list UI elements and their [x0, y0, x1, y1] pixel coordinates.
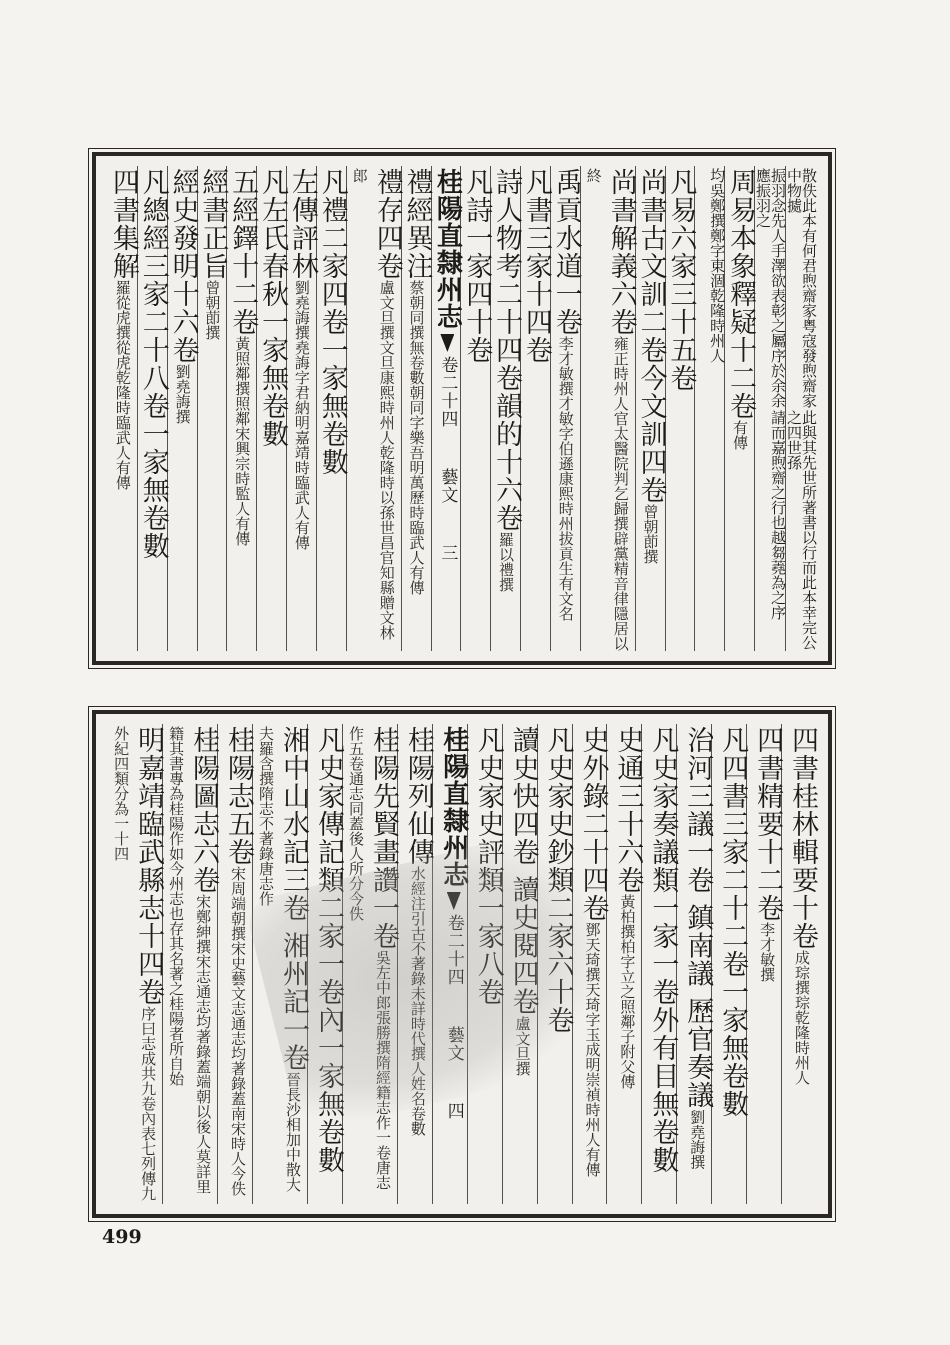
- text-column: [724, 166, 754, 651]
- entry-text: 明嘉靖臨武縣志十四卷: [133, 726, 165, 1006]
- page-number: 499: [102, 1226, 142, 1248]
- entry-text: 經書正旨: [197, 168, 229, 280]
- entry-text: 凡史家史鈔類二家六十卷: [542, 726, 574, 1034]
- running-title: 桂陽直隸州志: [438, 726, 469, 888]
- text-column: [490, 166, 523, 651]
- annotation-line: 均吳鄭撰鄭字東涸乾隆時州人: [708, 168, 727, 363]
- title-meta-item: 藝文: [437, 468, 458, 504]
- text-column: [342, 724, 397, 1204]
- annotation-line: 此與其先世所著書以行而此本幸完公之四世孫: [785, 409, 818, 650]
- text-column: [785, 166, 816, 651]
- entry-text: 凡史家史評類一家八卷: [472, 726, 504, 1006]
- text-column: [162, 724, 220, 1204]
- entry-note: 劉堯誨撰堯誨字君納明嘉靖時臨武人有傳: [292, 280, 311, 550]
- title-meta: [437, 356, 457, 602]
- fishtail-mark-icon: [440, 334, 454, 352]
- bottom-columns: [108, 724, 816, 1204]
- entry-text: 四書精要十二卷: [752, 726, 784, 922]
- fishtail-mark-icon: [447, 892, 461, 910]
- entry-text: 經史發明十六卷: [167, 168, 199, 364]
- text-column: [711, 724, 749, 1204]
- entry-text: 史通三十六卷: [612, 726, 644, 894]
- entry-text: 湘中山水記三卷 湘州記一卷: [278, 726, 310, 1072]
- text-column: [226, 166, 259, 651]
- entry-text: 左傳評林: [286, 168, 318, 280]
- entry-text: 桂陽志五卷: [223, 726, 255, 866]
- entry-note: 李才敏撰才敏字伯遜康熙時州拔貢生有文名: [556, 336, 575, 621]
- entry-text: 詩人物考二十四卷韻的十六卷: [491, 168, 523, 532]
- entry-note: 黃照鄰撰照鄰宋興宗時監人有傳: [233, 336, 252, 546]
- text-column: [676, 724, 714, 1204]
- entry-text: 尚書解義六卷: [605, 168, 637, 336]
- entry-note: 曾朝莭撰: [203, 280, 222, 340]
- text-column: [520, 166, 550, 651]
- entry-note: 晉長沙相加中散大夫羅含撰隋志不著錄唐志作: [257, 726, 303, 1192]
- entry-text: 四書集解: [107, 168, 139, 280]
- text-column: [635, 166, 665, 651]
- entry-text: 凡左氏春秋一家無卷數: [257, 168, 289, 448]
- text-column: [502, 724, 537, 1204]
- annotation-line: 散佚此本有何君煦齋家粤寇發煦齋家中物㨿: [785, 168, 818, 408]
- title-meta-item: 四: [443, 1102, 464, 1120]
- text-column: [432, 724, 467, 1204]
- entry-text: 凡總經三家二十八卷一家無卷數: [137, 168, 169, 560]
- entry-text: 五經鐸十二卷: [227, 168, 259, 336]
- text-column: [197, 166, 227, 651]
- entry-text: 凡禮二家四卷一家無卷數: [316, 168, 348, 476]
- text-column: [137, 166, 167, 651]
- text-column: [286, 166, 316, 651]
- title-meta-item: 卷二十四: [443, 914, 464, 986]
- entry-text: 禮經異注: [401, 168, 433, 280]
- text-column: [256, 166, 289, 651]
- text-column: [550, 166, 580, 651]
- text-column: [781, 724, 816, 1204]
- entry-text: 桂陽先賢畫讚一卷: [367, 726, 399, 950]
- entry-note: 李才敏撰: [758, 922, 777, 982]
- title-meta-item: 三: [437, 544, 458, 562]
- entry-text: 桂陽列仙傳: [402, 726, 434, 866]
- text-column: [217, 724, 255, 1204]
- text-column: [754, 166, 785, 651]
- entry-text: 禮存四卷: [371, 168, 403, 280]
- text-column: [307, 724, 342, 1204]
- entry-text: 桂陽圖志六卷: [188, 726, 220, 894]
- entry-text: 讀史快四卷 讀史閱四卷: [507, 726, 539, 1016]
- entry-note: 雍正時州人官太醫院判乞歸撰辟黨精音律隱居以終: [584, 168, 630, 651]
- entry-note: 羅以禮撰: [497, 532, 516, 592]
- entry-text: 凡書三家十四卷: [520, 168, 552, 364]
- title-meta-item: 卷二十四: [437, 356, 458, 428]
- text-column: [572, 724, 607, 1204]
- title-meta: [444, 914, 464, 1160]
- title-meta-item: 藝文: [443, 1026, 464, 1062]
- entry-text: 凡詩一家四十卷: [461, 168, 493, 364]
- annotation-line: 請而嘉煦齋之行也越芻蕘為之序: [769, 409, 787, 620]
- top-columns: [108, 166, 816, 651]
- text-column: [167, 166, 197, 651]
- entry-text: 四書桂林輯要十卷: [787, 726, 818, 950]
- entry-note: 成琮撰琮乾隆時州人: [793, 950, 811, 1085]
- entry-text: 治河三議一卷 鎮南議 歷官奏議: [682, 726, 714, 1110]
- entry-note: 盧文旦撰文旦康熙時州人乾隆時以孫世昌官知縣贈文林郎: [350, 168, 396, 640]
- entry-note: 蔡朝同撰無卷數朝同字樂吾明萬歷時臨武人有傳: [407, 280, 426, 595]
- entry-text: 周易本象釋疑十二卷: [725, 168, 756, 420]
- entry-note: 劉堯誨撰: [688, 1109, 707, 1170]
- text-column: [694, 166, 727, 651]
- text-column: [537, 724, 572, 1204]
- entry-note: 吳左中郎張勝撰隋經籍志作一卷唐志作五卷通志同蓋後人所分今佚: [346, 726, 392, 1190]
- text-column: [580, 166, 635, 651]
- text-column: [665, 166, 695, 651]
- entry-text: 史外錄二十四卷: [577, 726, 609, 922]
- entry-note: 有傳: [731, 420, 749, 450]
- bottom-text-block: [92, 710, 832, 1218]
- text-column: [606, 724, 644, 1204]
- entry-note: 羅從虎撰從虎乾隆時臨武人有傳: [113, 280, 132, 490]
- entry-note: 劉堯誨撰: [173, 364, 192, 424]
- text-column: [346, 166, 401, 651]
- entry-text: 凡史家奏議類一家一卷外有目無卷數: [647, 726, 679, 1174]
- text-column: [641, 724, 679, 1204]
- entry-note: 水經注引古不著錄未詳時代撰人姓名卷數: [408, 866, 427, 1136]
- annotation-line: 振羽念先人手澤欲表彰之屬序於余余應振羽之: [754, 168, 787, 408]
- entry-note: 曾朝莭撰: [641, 504, 660, 564]
- entry-note: 黃柏撰柏字立之照鄰子附父傳: [618, 894, 637, 1089]
- entry-note: 序曰志成共九卷內表七列傳九外紀四類分為一十四: [112, 726, 158, 1201]
- entry-note: 鄧天琦撰天琦字玉成明崇禎時州人有傳: [583, 922, 602, 1177]
- top-text-block: [92, 152, 832, 665]
- text-column: [431, 166, 461, 651]
- text-column: [316, 166, 346, 651]
- text-column: [467, 724, 502, 1204]
- entry-note: 宋鄭紳撰宋志通志均著錄蓋端朝以後人莫詳里籍其書專為桂陽作如今州志也存其名著之桂陽者所自始: [167, 726, 213, 1194]
- entry-text: 凡史家傳記類二家一卷內一家無卷數: [312, 726, 344, 1174]
- entry-text: 禹貢水道一卷: [550, 168, 582, 336]
- entry-text: 凡四書三家二十二卷一家無卷數: [717, 726, 749, 1118]
- text-column: [252, 724, 310, 1204]
- entry-text: 凡易六家三十五卷: [665, 168, 697, 392]
- entry-note: 盧文旦撰: [513, 1015, 532, 1076]
- running-title: 桂陽直隸州志: [432, 168, 463, 330]
- text-column: [746, 724, 784, 1204]
- text-column: [108, 166, 137, 651]
- entry-note: 宋周端朝撰宋史藝文志通志均著錄蓋南宋時人今佚: [229, 866, 248, 1196]
- text-column: [401, 166, 431, 651]
- text-column: [397, 724, 432, 1204]
- entry-text: 尚書古文訓二卷今文訓四卷: [635, 168, 667, 504]
- text-column: [460, 166, 493, 651]
- text-column: [108, 724, 165, 1204]
